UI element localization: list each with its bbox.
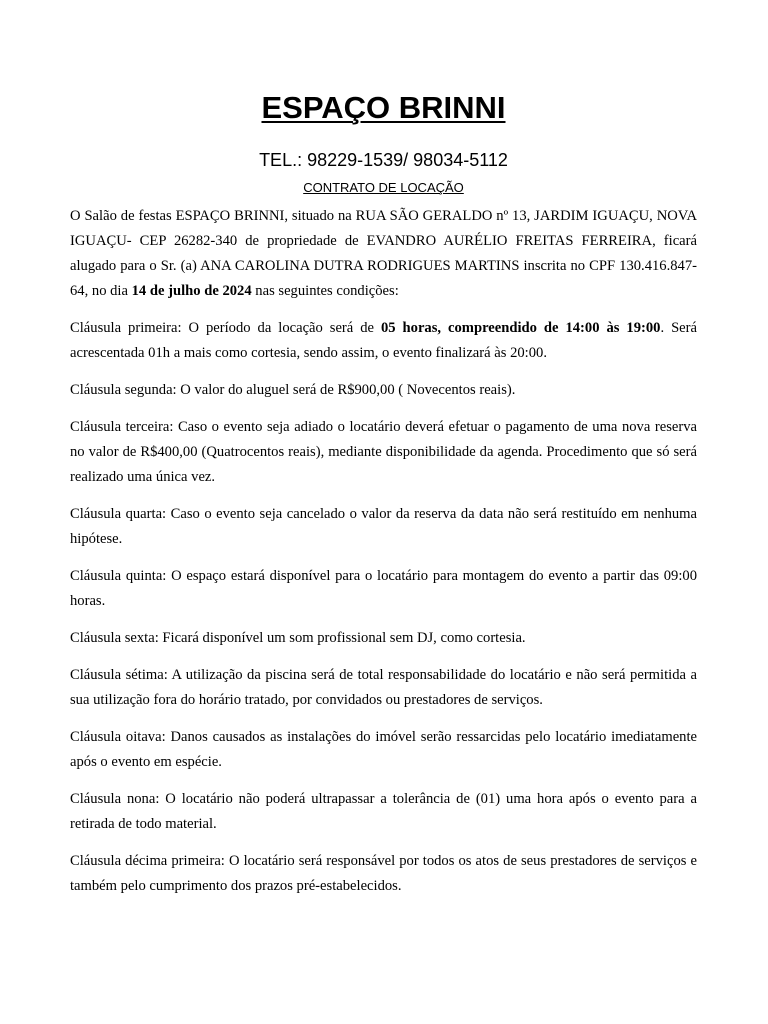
phone-numbers: TEL.: 98229-1539/ 98034-5112 <box>259 150 508 170</box>
business-title: ESPAÇO BRINNI <box>261 90 506 125</box>
contract-document <box>70 88 697 899</box>
intro-paragraph <box>70 204 697 304</box>
clause-2: Cláusula segunda: O valor do aluguel será de R$900,00 ( Novecentos reais). <box>70 382 516 398</box>
contract-heading: CONTRATO DE LOCAÇÃO <box>303 180 464 195</box>
clause-1-period: 05 horas, compreendido de 14:00 às 19:00 <box>380 320 661 336</box>
clause-11: Cláusula décima primeira: O locatário será responsável por todos os atos de seus prestadores de serviços e também pelo cumprimento dos prazos pré-estabelecidos. <box>70 853 697 894</box>
clause-4: Cláusula quarta: Caso o evento seja cancelado o valor da reserva da data não será restituído em nenhuma hipótese. <box>70 506 697 547</box>
event-date: 14 de julho de 2024 <box>131 283 252 299</box>
clause-5: Cláusula quinta: O espaço estará disponível para o locatário para montagem do evento a partir das 09:00 horas. <box>70 568 697 609</box>
clause-1 <box>70 316 697 366</box>
clause-8: Cláusula oitava: Danos causados as instalações do imóvel serão ressarcidas pelo locatário imediatamente após o evento em espécie. <box>70 729 697 770</box>
intro-text-1: O Salão de festas ESPAÇO BRINNI, situado na RUA SÃO GERALDO nº 13, JARDIM IGUAÇU, NOVA IGUAÇU- CEP 26282-340 de propriedade de EVANDRO AURÉLIO FREITAS FERREIRA, ficará alugado para o Sr. (a) ANA CAROLINA DUTRA RODRIGUES MARTINS inscrita no CPF 130.416.847-64, no dia <box>70 208 697 299</box>
clause-1-text-1: Cláusula primeira: O período da locação será de <box>70 320 381 336</box>
clause-3: Cláusula terceira: Caso o evento seja adiado o locatário deverá efetuar o pagamento de uma nova reserva no valor de R$400,00 (Quatrocentos reais), mediante disponibilidade da agenda. Procedimento que só será realizado uma única vez. <box>70 419 697 485</box>
clause-6: Cláusula sexta: Ficará disponível um som profissional sem DJ, como cortesia. <box>70 630 526 646</box>
clause-9: Cláusula nona: O locatário não poderá ultrapassar a tolerância de (01) uma hora após o evento para a retirada de todo material. <box>70 791 697 832</box>
intro-text-2: nas seguintes condições: <box>251 283 399 299</box>
clause-7: Cláusula sétima: A utilização da piscina será de total responsabilidade do locatário e não será permitida a sua utilização fora do horário tratado, por convidados ou prestadores de serviços. <box>70 667 697 708</box>
clause-1-text-2: . Será acrescentada 01h a mais como cortesia, sendo assim, o evento finalizará às 20:00. <box>70 320 697 361</box>
